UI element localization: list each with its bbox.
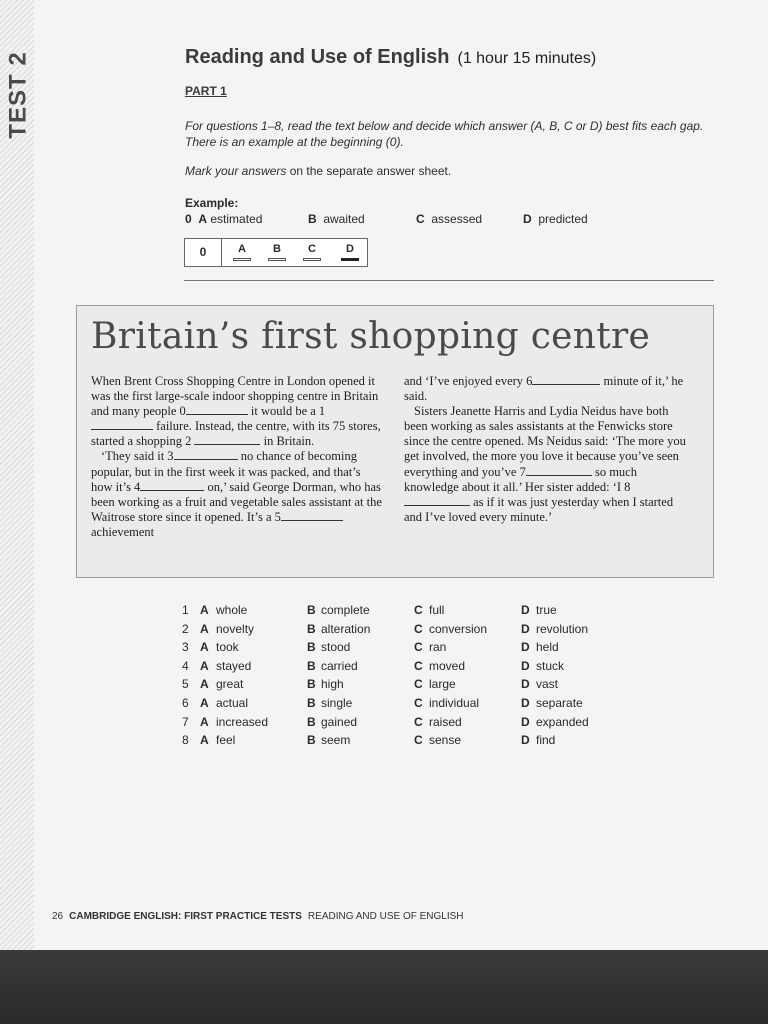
answer-bubble-c [303, 258, 321, 261]
scan-background [0, 950, 768, 1024]
answer-letter-a: A [238, 243, 246, 255]
text-paragraph: and ‘I’ve enjoyed every 6 minute of it,’ he said. [404, 374, 684, 404]
example-label: Example: [185, 196, 239, 210]
example-option-c: C assessed [416, 212, 483, 226]
example-number: 0 A estimated [185, 212, 263, 226]
gap-line [186, 404, 248, 415]
gap-line [140, 480, 204, 491]
text-paragraph: Sisters Jeanette Harris and Lydia Neidus have both been working as sales assistants at the Fenwicks store since the centre opened. Ms Neidus said: ‘The more you get involved, the more you love it because you’ve seen everything and you’ve 7 so much knowledge about it all.’ Her sister added: ‘I 8 as if it was just yesterday when I started and I’ve loved every minute.’ [404, 404, 686, 524]
answer-options [180, 603, 620, 752]
answer-box-number: 0 [185, 239, 222, 266]
answer-letter-b: B [273, 243, 281, 255]
mark-lead: Mark your answers [185, 164, 287, 178]
example-answer-box [184, 238, 368, 267]
gap-line [281, 510, 343, 521]
reading-text-box [76, 305, 714, 578]
duration-text: (1 hour 15 minutes) [457, 50, 597, 67]
answer-bubble-a [233, 258, 251, 261]
question-row: 2 A novelty B alteration C conversion D revolution [182, 621, 589, 636]
gap-line [174, 449, 238, 460]
divider [184, 280, 714, 281]
text-right-column [404, 374, 694, 525]
question-row: 8 A feel B seem C sense D find [182, 733, 556, 748]
test-label-text: TEST 2 [5, 51, 33, 139]
question-row: 3 A took B stood C ran D held [182, 640, 559, 655]
gap-line [404, 495, 470, 506]
answer-letter-d: D [346, 243, 354, 255]
title-text: Reading and Use of English [185, 46, 450, 68]
text-left-column [91, 374, 385, 540]
gap-line [526, 465, 592, 476]
page-footer [52, 911, 464, 922]
example-option-d: D predicted [523, 212, 588, 226]
answer-letter-c: C [308, 243, 316, 255]
answer-bubble-b [268, 258, 286, 261]
answer-bubble-d-selected [341, 258, 359, 261]
question-row: 5 A great B high C large D vast [182, 677, 559, 692]
gap-line [194, 434, 260, 445]
question-row: 4 A stayed B carried C moved D stuck [182, 658, 565, 673]
part-heading: PART 1 [185, 84, 227, 98]
example-option-b: B awaited [308, 212, 365, 226]
book-title: CAMBRIDGE ENGLISH: FIRST PRACTICE TESTS [69, 911, 302, 922]
page-number: 26 [52, 911, 64, 922]
question-row: 7 A increased B gained C raised D expanded [182, 714, 589, 729]
text-heading: Britain’s first shopping centre [91, 316, 651, 357]
mark-rest: on the separate answer sheet. [289, 164, 452, 178]
question-row: 1 A whole B complete C full D true [182, 603, 557, 617]
gap-line [91, 419, 153, 430]
section-title: READING AND USE OF ENGLISH [307, 911, 464, 922]
mark-instruction [185, 164, 451, 178]
gap-line [532, 374, 600, 385]
text-paragraph: When Brent Cross Shopping Centre in London opened it was the first large-scale indoor shopping centre in Britain and many people 0 it would be a 1 failure. Instead, the centre, with its 75 stores, started a shopping 2 in Britain. [91, 374, 381, 449]
text-paragraph: ‘They said it 3 no chance of becoming popular, but in the first week it was packed, and that’s how it’s 4 on,’ said George Dorman, who has been working as a fruit and vegetable sales assistant at the Waitrose store since it opened. It’s a 5 achievement [91, 449, 382, 539]
instructions: For questions 1–8, read the text below and decide which answer (A, B, C or D) best fits each gap. There is an example at the beginning (0). [185, 119, 704, 149]
page-title [185, 46, 596, 69]
question-row: 6 A actual B single C individual D separate [182, 695, 583, 710]
